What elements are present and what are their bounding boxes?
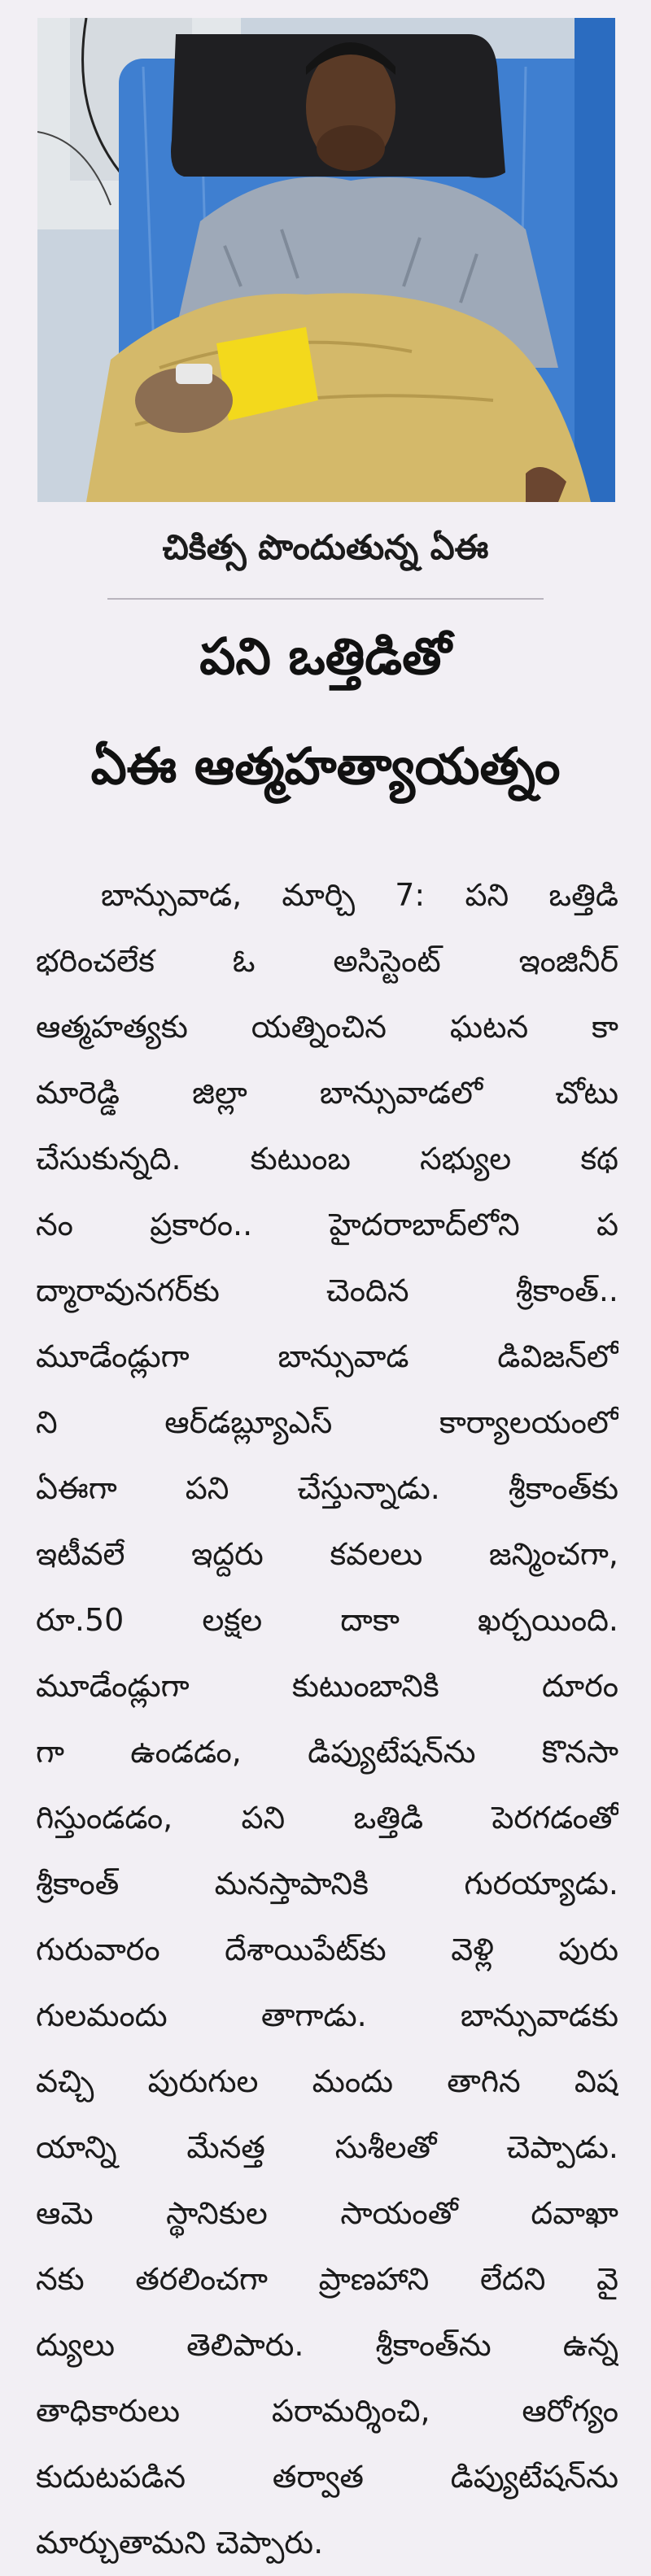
article-line: మారెడ్డి జిల్లా బాన్సువాడలో చోటు bbox=[36, 1075, 618, 1111]
article-line: నం ప్రకారం.. హైదరాబాద్‌లోని ప bbox=[36, 1207, 618, 1242]
article-line: గా ఉండడం, డిప్యుటేషన్‌ను కొనసా bbox=[36, 1734, 618, 1770]
article-line: బాన్సువాడ, మార్చి 7: పని ఒత్తిడి bbox=[101, 877, 618, 913]
article-line: గిస్తుండడం, పని ఒత్తిడి పెరగడంతో bbox=[36, 1800, 618, 1836]
article-line: గురువారం దేశాయిపేట్‌కు వెళ్లి పురు bbox=[36, 1932, 618, 1967]
article-line: మూడేండ్లుగా కుటుంబానికి దూరం bbox=[36, 1668, 618, 1704]
article-line: ద్మారావునగర్‌కు చెందిన శ్రీకాంత్.. bbox=[36, 1273, 618, 1308]
article-body bbox=[36, 862, 618, 2576]
article-line: ఆమె స్థానికుల సాయంతో దవాఖా bbox=[36, 2195, 618, 2231]
news-photo bbox=[37, 18, 615, 502]
article-line: భరించలేక ఓ అసిస్టెంట్ ఇంజినీర్ bbox=[36, 943, 618, 979]
article-line: ద్యులు తెలిపారు. శ్రీకాంత్‌ను ఉన్న bbox=[36, 2327, 618, 2363]
article-line: చేసుకున్నది. కుటుంబ సభ్యుల కథ bbox=[36, 1141, 618, 1177]
photo-caption: చికిత్స పొందుతున్న ఏఈ bbox=[162, 527, 489, 567]
headline-line-1: పని ఒత్తిడితో bbox=[199, 627, 452, 686]
article-line: కుదుటపడిన తర్వాత డిప్యుటేషన్‌ను bbox=[36, 2459, 618, 2495]
divider bbox=[107, 598, 544, 600]
headline-line-2: ఏఈ ఆత్మహత్యాయత్నం bbox=[90, 736, 561, 796]
article-line: ఇటీవలే ఇద్దరు కవలలు జన్మించగా, bbox=[36, 1536, 618, 1572]
article-line: శ్రీకాంత్ మనస్తాపానికి గురయ్యాడు. bbox=[36, 1866, 618, 1901]
article-line: వచ్చి పురుగుల మందు తాగిన విష bbox=[36, 2063, 618, 2099]
article-line: రూ.50 లక్షల దాకా ఖర్చయింది. bbox=[36, 1602, 618, 1638]
article-line: ఏఈగా పని చేస్తున్నాడు. శ్రీకాంత్‌కు bbox=[36, 1470, 618, 1506]
article-line: ఆత్మహత్యకు యత్నించిన ఘటన కా bbox=[36, 1009, 618, 1045]
article-line: మార్చుతామని చెప్పారు. bbox=[36, 2525, 324, 2561]
article-line: నకు తరలించగా ప్రాణహాని లేదని వై bbox=[36, 2261, 618, 2297]
article-line: యాన్ని మేనత్త సుశీలతో చెప్పాడు. bbox=[36, 2129, 618, 2165]
article-line: తాధికారులు పరామర్శించి, ఆరోగ్యం bbox=[36, 2393, 618, 2429]
article-line: మూడేండ్లుగా బాన్సువాడ డివిజన్‌లో bbox=[36, 1338, 618, 1374]
article-line: గులమందు తాగాడు. బాన్సువాడకు bbox=[36, 1997, 618, 2033]
article-line: ని ఆర్‌డబ్ల్యూఎస్ కార్యాలయంలో bbox=[36, 1404, 618, 1440]
